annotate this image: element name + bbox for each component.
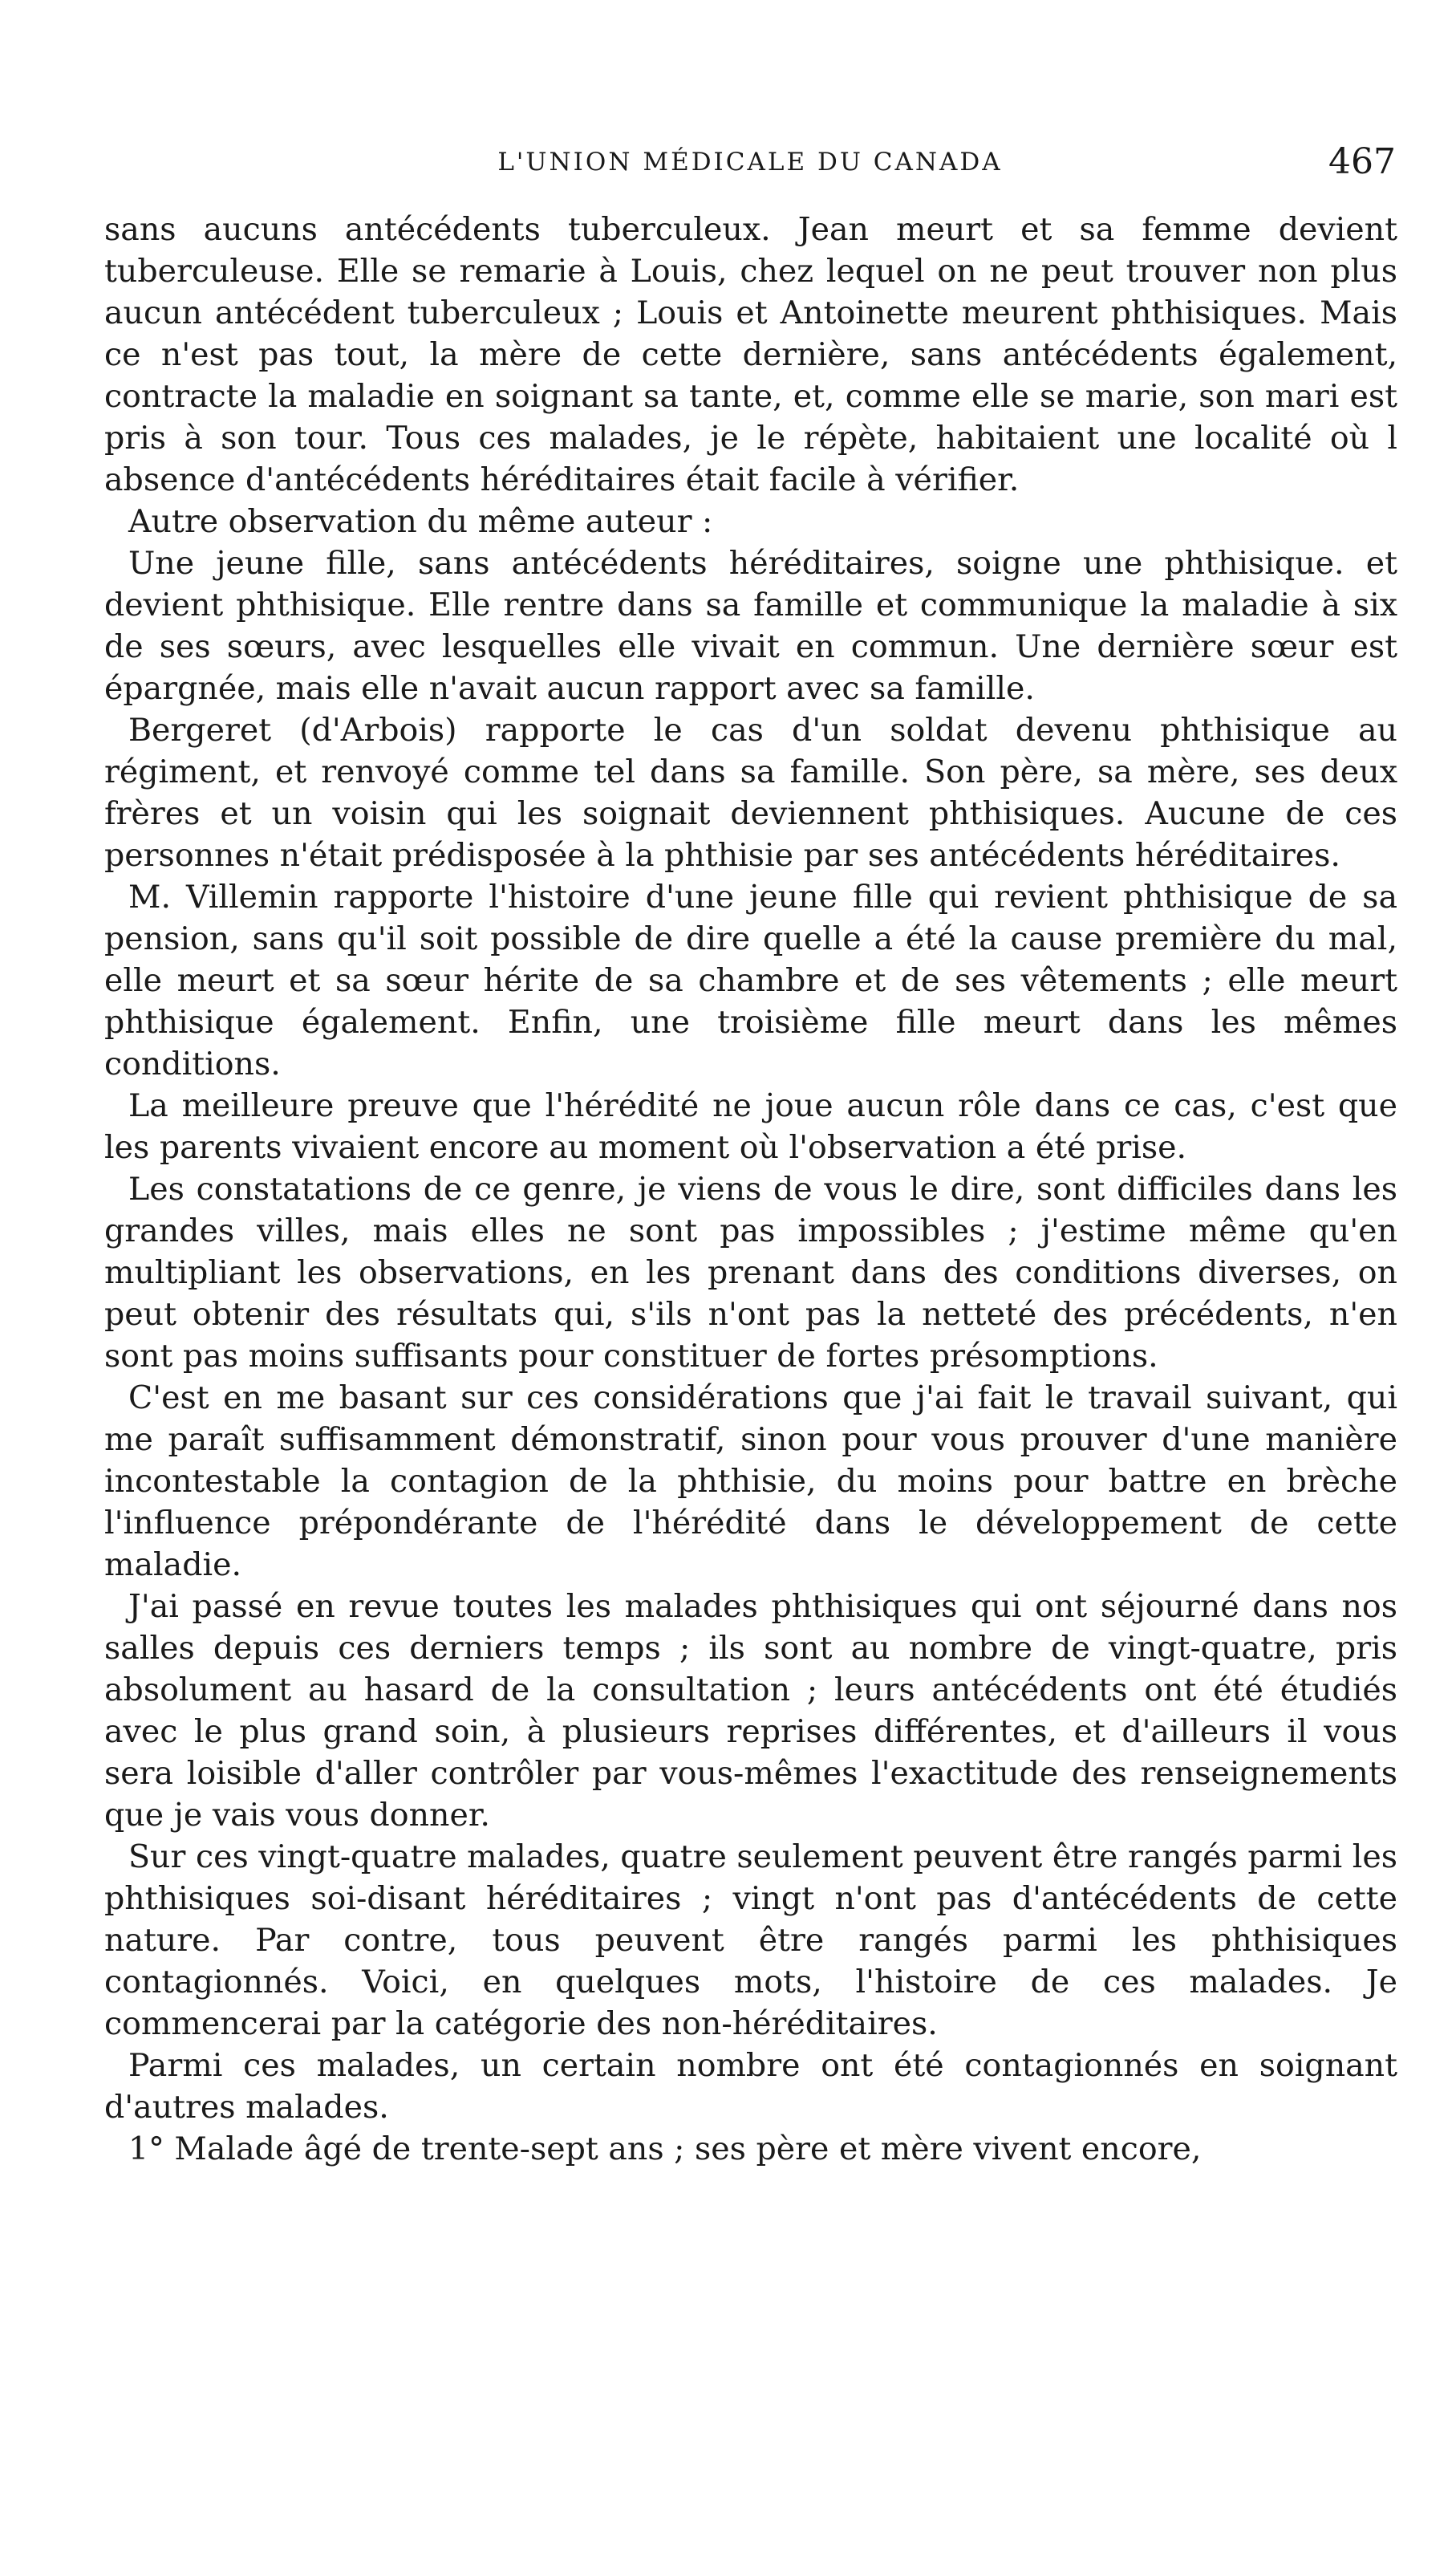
paragraph: Autre observation du même auteur : (128, 503, 713, 540)
paragraph: Les constatations de ce genre, je viens de vous le dire, sont difficiles dans les grandes villes, mais elles ne sont pas impossibles ; j'estime même qu'en multipliant les observations, en les prenant dans des conditions diverses, on peut obtenir des résultats qui, s'ils n'ont pas la netteté des précédents, n'en sont pas moins suffisants pour constituer de fortes présomptions. (104, 1171, 1397, 1375)
paragraph: J'ai passé en revue toutes les malades phthisiques qui ont séjourné dans nos salles depuis ces derniers temps ; ils sont au nombre de vingt-quatre, pris absolument au hasard de la consultation ; leurs antécédents ont été étudiés avec le plus grand soin, à plusieurs reprises différentes, et d'ailleurs il vous sera loisible d'aller contrôler par vous-mêmes l'exactitude des renseignements que je vais vous donner. (104, 1588, 1397, 1834)
running-title: L'UNION MÉDICALE DU CANADA (497, 148, 1003, 177)
paragraph: M. Villemin rapporte l'histoire d'une jeune fille qui revient phthisique de sa pension, sans qu'il soit possible de dire quelle a été la cause première du mal, elle meurt et sa sœur hérite de sa chambre et de ses vêtements ; elle meurt phthisique également. Enfin, une troisième fille meurt dans les mêmes conditions. (104, 879, 1397, 1082)
paragraph: 1° Malade âgé de trente-sept ans ; ses père et mère vivent encore, (128, 2130, 1202, 2167)
paragraph: sans aucuns antécédents tuberculeux. Jean meurt et sa femme devient tuberculeuse. Elle se remarie à Louis, chez lequel on ne peut trouver non plus aucun antécédent tuberculeux ; Louis et Antoinette meurent phthisiques. Mais ce n'est pas tout, la mère de cette dernière, sans antécédents également, contracte la maladie en soignant sa tante, et, comme elle se marie, son mari est pris à son tour. Tous ces malades, je le répète, habitaient une localité où l absence d'antécédents héréditaires était facile à vérifier. (104, 211, 1397, 498)
paragraph: Une jeune fille, sans antécédents héréditaires, soigne une phthisique. et devient phthisique. Elle rentre dans sa famille et communique la maladie à six de ses sœurs, avec lesquelles elle vivait en commun. Une dernière sœur est épargnée, mais elle n'avait aucun rapport avec sa famille. (104, 545, 1397, 707)
paragraph: La meilleure preuve que l'hérédité ne joue aucun rôle dans ce cas, c'est que les parents vivaient encore au moment où l'observation a été prise. (104, 1087, 1397, 1166)
page-number: 467 (1328, 141, 1396, 182)
body-text (104, 209, 1397, 2170)
paragraph: Sur ces vingt-quatre malades, quatre seulement peuvent être rangés parmi les phthisiques soi-disant héréditaires ; vingt n'ont pas d'antécédents de cette nature. Par contre, tous peuvent être rangés parmi les phthisiques contagionnés. Voici, en quelques mots, l'histoire de ces malades. Je commencerai par la catégorie des non-héréditaires. (104, 1838, 1397, 2042)
page-header (104, 141, 1396, 189)
paragraph: C'est en me basant sur ces considérations que j'ai fait le travail suivant, qui me paraît suffisamment démonstratif, sinon pour vous prouver d'une manière incontestable la contagion de la phthisie, du moins pour battre en brèche l'influence prépondérante de l'hérédité dans le développement de cette maladie. (104, 1379, 1397, 1583)
paragraph: Bergeret (d'Arbois) rapporte le cas d'un soldat devenu phthisique au régiment, et renvoyé comme tel dans sa famille. Son père, sa mère, ses deux frères et un voisin qui les soignait deviennent phthisiques. Aucune de ces personnes n'était prédisposée à la phthisie par ses antécédents héréditaires. (104, 712, 1397, 874)
paragraph: Parmi ces malades, un certain nombre ont été contagionnés en soignant d'autres malades. (104, 2047, 1397, 2126)
